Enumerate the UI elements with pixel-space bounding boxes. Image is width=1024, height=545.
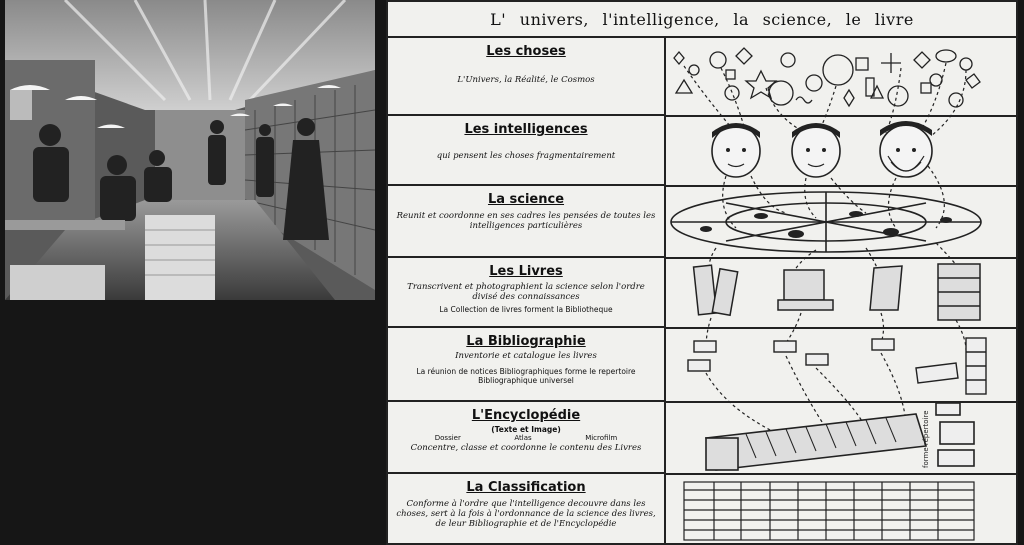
slide-title: L' univers, l'intelligence, la science, le livre <box>388 2 1016 38</box>
row-text: Reunit et coordonne en ses cadres les pensées de toutes les intelligences particulières <box>396 211 656 231</box>
row-text: Concentre, classe et coordonne le contenu des Livres <box>410 443 642 453</box>
media-label-microfilm: Microfilm <box>585 434 618 442</box>
classification-table <box>684 482 974 540</box>
illustration-drawing <box>666 38 1016 545</box>
row-heading: Les intelligences <box>464 122 588 137</box>
row-note: La Collection de livres forment la Bibliotheque <box>439 305 613 314</box>
row-la-bibliographie <box>388 328 664 402</box>
row-text: Inventorie et catalogue les livres <box>455 351 597 361</box>
row-les-intelligences <box>388 116 664 186</box>
archive-office-photograph <box>5 0 375 300</box>
row-heading: Les Livres <box>489 264 563 279</box>
illustration-column <box>666 38 1016 545</box>
encyclopedia-media-labels <box>388 434 664 442</box>
bibliographic-cards <box>688 338 986 394</box>
row-l-encyclopedie <box>388 402 664 474</box>
classification-diagram-slide <box>386 0 1018 545</box>
row-heading: Les choses <box>486 44 566 59</box>
row-subheading: (Texte et Image) <box>491 425 561 434</box>
row-note: La réunion de notices Bibliographiques forme le repertoire Bibliographique universel <box>416 367 636 385</box>
row-heading: L'Encyclopédie <box>471 408 581 423</box>
science-wheel <box>671 192 981 252</box>
row-heading: La science <box>487 192 565 207</box>
row-text: qui pensent les choses fragmentairement <box>436 151 616 161</box>
row-la-classification <box>388 474 664 545</box>
archive-photo-drawing <box>5 0 375 300</box>
card-catalog-drawer <box>706 403 974 470</box>
things-shapes <box>674 48 980 107</box>
row-heading: La Bibliographie <box>466 334 586 349</box>
row-text: Conforme à l'ordre que l'intelligence decouvre dans les choses, sert à la fois à l'ordonnance de la science des livres, de leur Bibliographie et de l'Encyclopédie <box>396 499 656 529</box>
row-les-livres <box>388 258 664 328</box>
row-la-science <box>388 186 664 258</box>
row-heading: La Classification <box>466 480 586 495</box>
media-label-dossier: Dossier <box>434 434 461 442</box>
row-text: Transcrivent et photographient la science selon l'ordre divisé des connaissances <box>407 282 645 302</box>
row-text: L'Univers, la Réalité, le Cosmos <box>457 75 595 85</box>
row-les-choses <box>388 38 664 116</box>
media-label-atlas: Atlas <box>514 434 532 442</box>
drawer-side-label: forme répertoire <box>922 410 930 468</box>
books-illustration <box>694 264 980 320</box>
